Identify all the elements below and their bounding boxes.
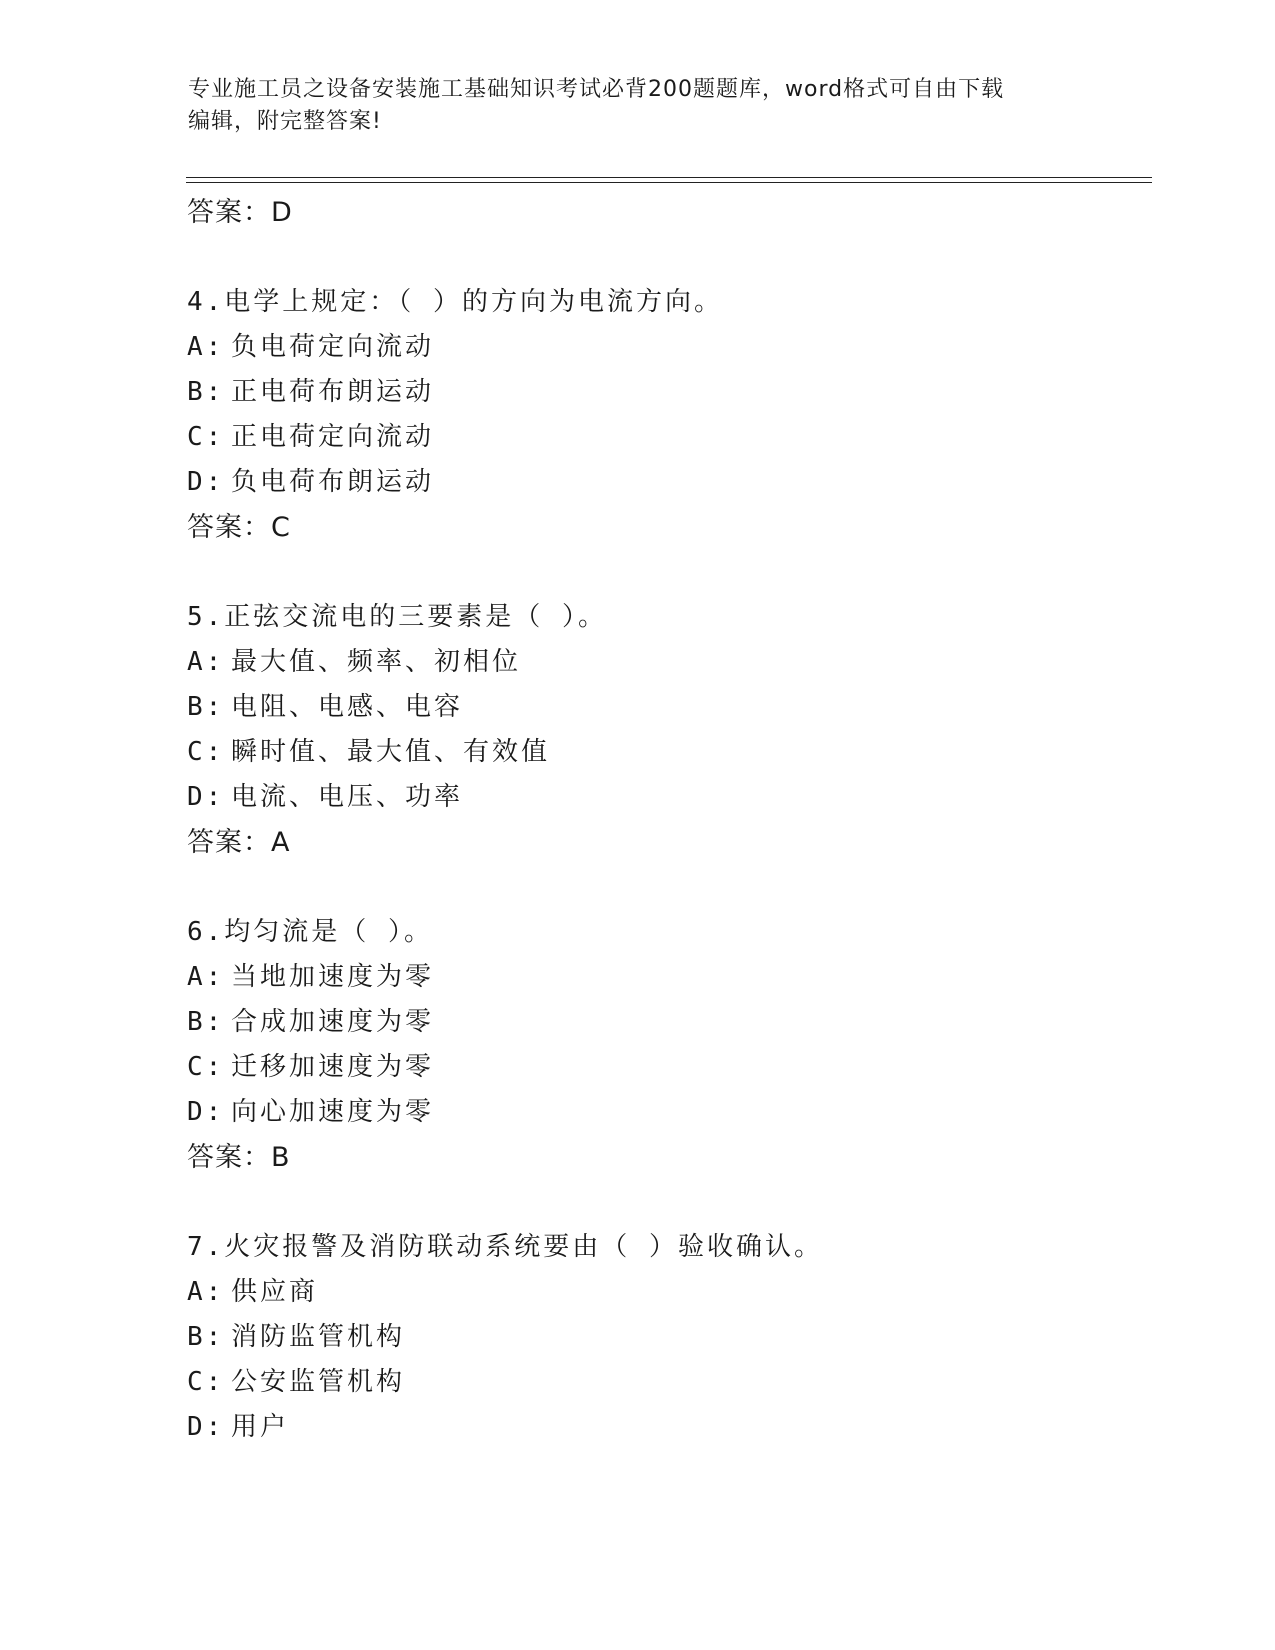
option-label: B: [187,377,225,407]
option-label: A: [187,332,225,362]
answer-line: 答案：B [187,1142,291,1173]
option-text: 负电荷定向流动 [231,332,435,362]
option-text: 公安监管机构 [231,1367,406,1397]
option-c [187,1360,1147,1405]
option-c [187,730,1147,775]
answer-line: 答案：D [187,197,293,228]
document-body [187,190,1147,1450]
option-text: 电流、电压、功率 [231,782,464,812]
option-c [187,415,1147,460]
option-text: 供应商 [231,1277,319,1307]
option-a [187,955,1147,1000]
option-text: 正电荷定向流动 [231,422,435,452]
option-text: 正电荷布朗运动 [231,377,435,407]
option-label: B: [187,1007,225,1037]
option-label: D: [187,1097,225,1127]
option-label: B: [187,1322,225,1352]
option-d [187,775,1147,820]
option-d [187,1090,1147,1135]
option-label: A: [187,647,225,677]
option-text: 瞬时值、最大值、有效值 [231,737,551,767]
option-text: 迁移加速度为零 [231,1052,435,1082]
option-text: 最大值、频率、初相位 [231,647,522,677]
question-title: 5.正弦交流电的三要素是（ ）。 [187,602,607,632]
option-text: 合成加速度为零 [231,1007,435,1037]
answer-line: 答案：C [187,512,291,543]
option-b [187,370,1147,415]
spacer [187,866,1147,910]
option-a [187,325,1147,370]
option-text: 消防监管机构 [231,1322,406,1352]
option-text: 负电荷布朗运动 [231,467,435,497]
option-d [187,1405,1147,1450]
question-title: 4.电学上规定：（ ）的方向为电流方向。 [187,287,723,317]
header-rule-top [186,177,1152,178]
option-label: B: [187,692,225,722]
option-a [187,1270,1147,1315]
question-title: 7.火灾报警及消防联动系统要由（ ）验收确认。 [187,1232,823,1262]
option-label: D: [187,782,225,812]
option-b [187,685,1147,730]
option-label: C: [187,737,225,767]
question-block [187,595,1147,866]
question-block [187,910,1147,1181]
option-d [187,460,1147,505]
option-c [187,1045,1147,1090]
option-text: 用户 [231,1412,290,1442]
option-label: C: [187,1367,225,1397]
header-line-1: 专业施工员之设备安装施工基础知识考试必背200题题库，word格式可自由下载 [188,77,1005,102]
spacer [187,236,1147,280]
option-label: C: [187,422,225,452]
option-text: 向心加速度为零 [231,1097,435,1127]
option-b [187,1000,1147,1045]
spacer [187,551,1147,595]
question-title: 6.均匀流是（ ）。 [187,917,433,947]
option-label: D: [187,467,225,497]
option-a [187,640,1147,685]
option-text: 电阻、电感、电容 [231,692,464,722]
spacer [187,1181,1147,1225]
option-label: C: [187,1052,225,1082]
question-block [187,280,1147,551]
option-label: A: [187,1277,225,1307]
option-text: 当地加速度为零 [231,962,435,992]
header-rule-bottom [186,182,1152,183]
option-label: A: [187,962,225,992]
header-line-2: 编辑，附完整答案! [188,109,382,134]
answer-line: 答案：A [187,827,291,858]
option-b [187,1315,1147,1360]
document-header [188,74,1088,138]
question-block [187,1225,1147,1450]
option-label: D: [187,1412,225,1442]
